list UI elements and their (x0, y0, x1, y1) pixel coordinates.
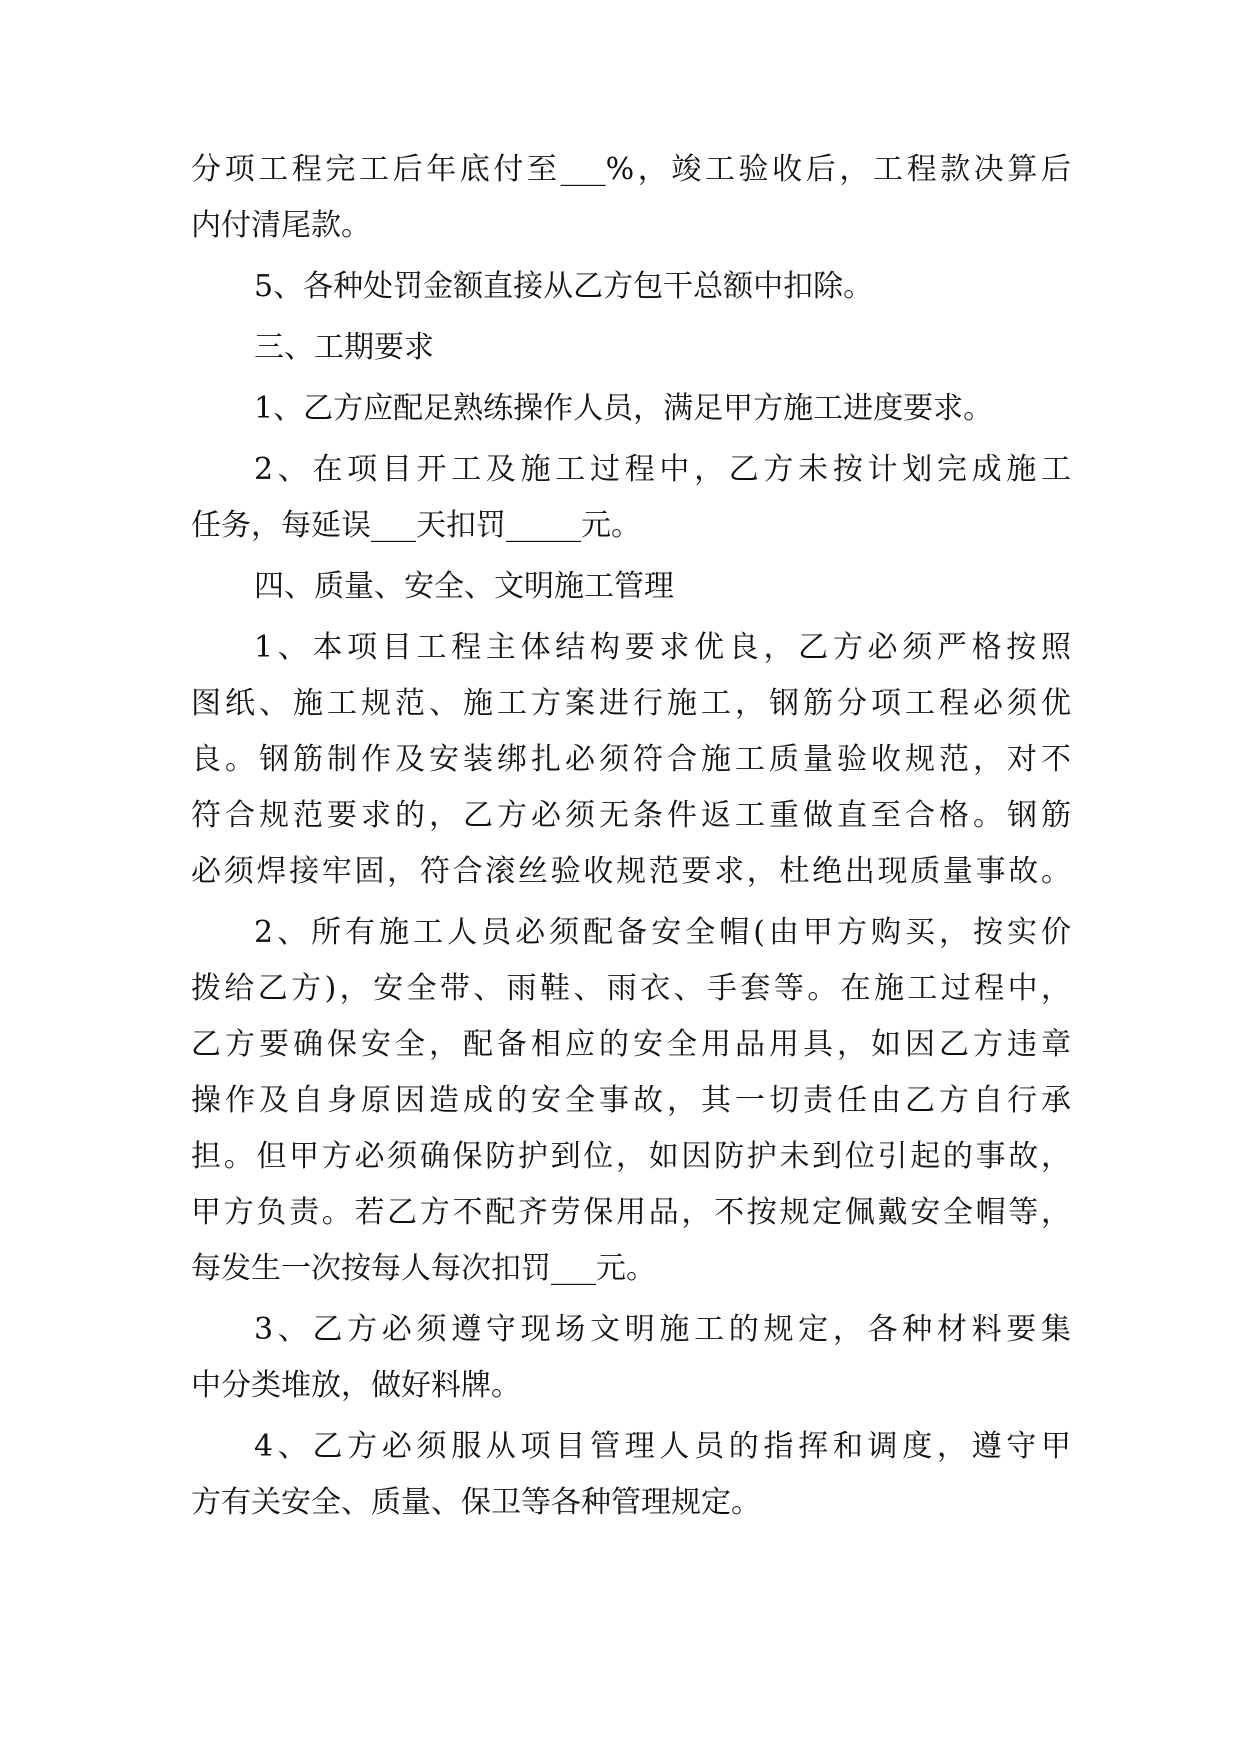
paragraph-line: 每发生一次按每人每次扣罚___元。 (191, 1251, 656, 1286)
paragraph-line: 甲方负责。若乙方不配齐劳保用品，不按规定佩戴安全帽等， (191, 1195, 1071, 1230)
paragraph-line: 良。钢筋制作及安装绑扎必须符合施工质量验收规范，对不 (191, 742, 1071, 777)
paragraph-line: 符合规范要求的，乙方必须无条件返工重做直至合格。钢筋 (191, 798, 1071, 833)
paragraph-line: 2、所有施工人员必须配备安全帽(由甲方购买，按实价 (254, 915, 1071, 950)
section-heading: 四、质量、安全、文明施工管理 (254, 569, 674, 604)
paragraph-line: 图纸、施工规范、施工方案进行施工，钢筋分项工程必须优 (191, 686, 1071, 721)
section-heading: 三、工期要求 (254, 330, 434, 365)
paragraph-line: 4、乙方必须服从项目管理人员的指挥和调度，遵守甲 (254, 1429, 1071, 1464)
paragraph-line: 操作及自身原因造成的安全事故，其一切责任由乙方自行承 (191, 1083, 1071, 1118)
paragraph-line: 乙方要确保安全，配备相应的安全用品用具，如因乙方违章 (191, 1027, 1071, 1062)
paragraph-line: 中分类堆放，做好料牌。 (191, 1368, 521, 1403)
paragraph-line: 拨给乙方)，安全带、雨鞋、雨衣、手套等。在施工过程中， (191, 971, 1071, 1006)
paragraph-line: 2、在项目开工及施工过程中，乙方未按计划完成施工 (254, 452, 1071, 487)
paragraph-line: 担。但甲方必须确保防护到位，如因防护未到位引起的事故， (191, 1139, 1071, 1174)
paragraph-line: 方有关安全、质量、保卫等各种管理规定。 (191, 1485, 761, 1520)
paragraph-line: 内付清尾款。 (191, 208, 371, 243)
paragraph-line: 3、乙方必须遵守现场文明施工的规定，各种材料要集 (254, 1312, 1071, 1347)
paragraph-line: 5、各种处罚金额直接从乙方包干总额中扣除。 (254, 269, 874, 304)
paragraph-line: 1、乙方应配足熟练操作人员，满足甲方施工进度要求。 (254, 391, 994, 426)
paragraph-line: 任务，每延误___天扣罚_____元。 (191, 508, 641, 543)
paragraph-line: 1、本项目工程主体结构要求优良，乙方必须严格按照 (254, 630, 1071, 665)
paragraph-line: 分项工程完工后年底付至___%，竣工验收后，工程款决算后 (191, 152, 1071, 187)
paragraph-line: 必须焊接牢固，符合滚丝验收规范要求，杜绝出现质量事故。 (191, 854, 1071, 889)
